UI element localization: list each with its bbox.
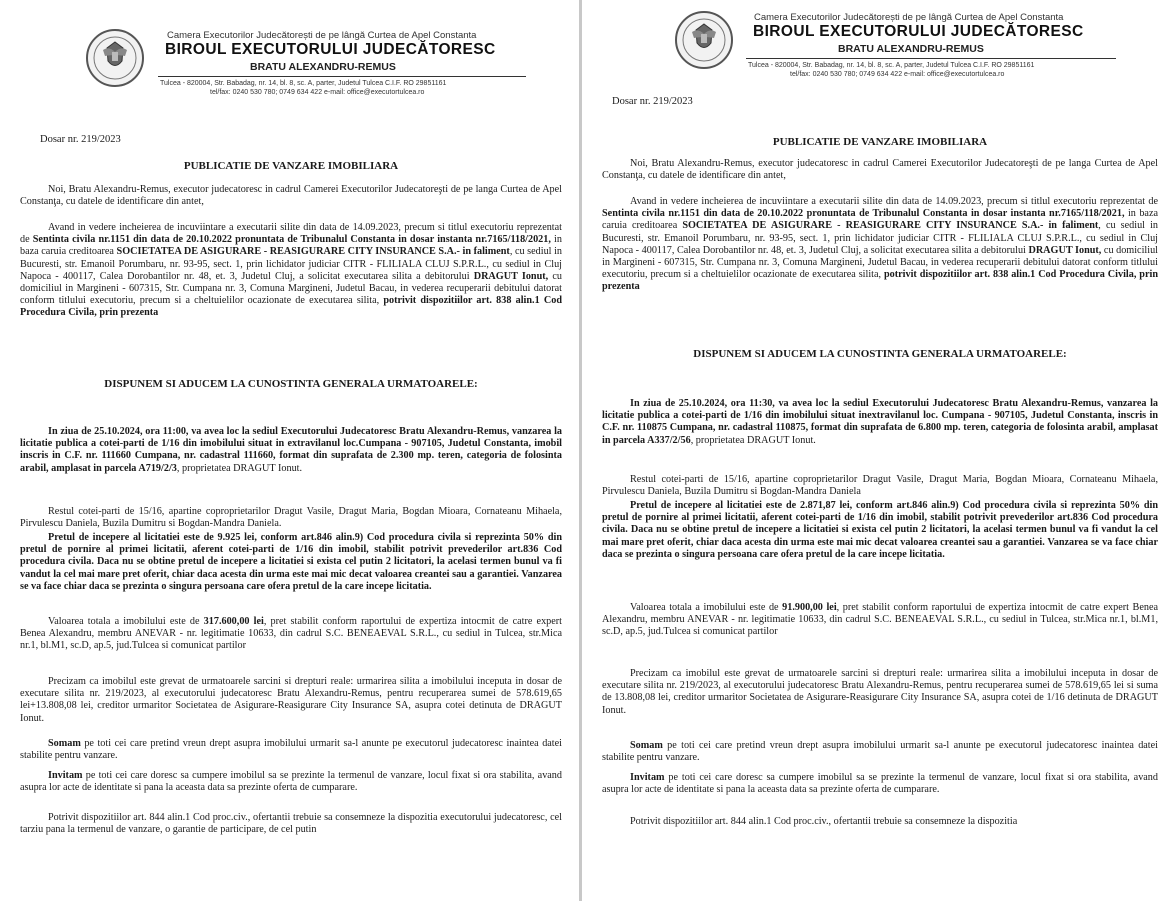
header-chamber: Camera Executorilor Judecătorești de pe lângă Curtea de Apel Constanta: [167, 30, 477, 41]
summons-paragraph: Somam pe toti cei care pretind vreun drept asupra imobilului urmarit sa-l anunte pe executorul judecatoresc inaintea datei stabilite pentru vanzare.: [602, 740, 1158, 764]
co-owners-paragraph: Restul cotei-parti de 15/16, apartine coproprietarilor Dragut Vasile, Dragut Maria, Bogdan Mioara, Cornateanu Mihaela, Pirvulescu Daniela, Buzila Dumitru si Bogdan-Mandra Daniela.: [20, 506, 562, 530]
total-value-paragraph: Valoarea totala a imobilului este de 317.600,00 lei, pret stabilit conform raportului de expertiza intocmit de catre expert Benea Alexandru, membru ANEVAR - nr. legitimatie 10633, din cadrul S.C. BENEAEVAL S.R.L., cu sediul in Tulcea, str.Mica nr.1, bl.M1, sc.D, ap.5, jud.Tulcea si comunicat partilor: [20, 616, 563, 652]
case-number: Dosar nr. 219/2023: [612, 96, 693, 107]
invitation-paragraph: Invitam pe toti cei care doresc sa cumpere imobilul sa se prezinte la termenul de vanzare, locul fixat si ora stabilita, avand asupra lor acte de identitate si pana la aceasta data sa prezinte oferta de cumparare.: [20, 770, 562, 794]
intro-paragraph: Noi, Bratu Alexandru-Remus, executor judecatoresc in cadrul Camerei Executorilor Judecatoreşti de pe langa Curtea de Apel Constanţa, cu datele de identificare din antet,: [20, 184, 562, 208]
header-contact: tel/fax: 0240 530 780; 0749 634 422 e-mail: office@executortulcea.ro: [790, 71, 1005, 78]
romania-coat-of-arms-seal: [85, 28, 145, 88]
intro-paragraph: Noi, Bratu Alexandru-Remus, executor judecatoresc in cadrul Camerei Executorilor Judecatoreşti de pe langa Curtea de Apel Constanţa, cu datele de identificare din antet,: [602, 158, 1158, 182]
header-name: BRATU ALEXANDRU-REMUS: [250, 61, 396, 73]
summons-paragraph: Somam pe toti cei care pretind vreun drept asupra imobilului urmarit sa-l anunte pe executorul judecatoresc inaintea datei stabilite pentru vanzare.: [20, 738, 562, 762]
starting-price-paragraph: Pretul de incepere al licitatiei este de 9.925 lei, conform art.846 alin.9) Cod procedura civila si reprezinta 50% din pretul de pornire al primei licitatii, aferent cotei-parti de 1/16 din imobil, stabilit potrivit prevederilor art.836 Cod procedura civila. Daca nu se obtine pretul de incepere a licitatiei si exista cel putin 2 licitatori, la acelasi termen bunul va fi vandut la cel mai mare pret oferit, chiar daca acesta din urma este mai mic decat valoarea creantei sau a garantiei. Vanzarea se va face chiar daca se prezinta o singura persoana care ofera pretul de la care incepe licitatia.: [20, 532, 562, 592]
total-value-paragraph: Valoarea totala a imobilului este de 91.900,00 lei, pret stabilit conform raportului de expertiza intocmit de catre expert Benea Alexandru, membru ANEVAR - nr. legitimatie 10633, din cadrul S.C. BENEAEVAL S.R.L., cu sediul in Tulcea, str.Mica nr.1, bl.M1, sc.D, ap.5, jud.Tulcea si comunicat partilor: [602, 602, 1158, 638]
encumbrances-paragraph: Precizam ca imobilul este grevat de urmatoarele sarcini si drepturi reale: urmarirea silita a imobilului inceputa in dosar de executare silita nr. 219/2023, al executorului judecatoresc Bratu Alexandru-Remus, pentru recuperarea sumei de 578.619,65 lei+13.808,08 lei, creditor urmaritor Societatea de Asigurare-Reasigurare City Insurance SA, asupra cotei detinuta de DRAGUT Ionut.: [20, 676, 562, 724]
header-office: BIROUL EXECUTORULUI JUDECĂTORESC: [165, 41, 496, 58]
header-chamber: Camera Executorilor Judecătorești de pe lângă Curtea de Apel Constanta: [754, 12, 1064, 23]
header-divider: [746, 58, 1116, 59]
starting-price-paragraph: Pretul de incepere al licitatiei este de 2.871,87 lei, conform art.846 alin.9) Cod procedura civila si reprezinta 50% din pretul de pornire al primei licitatii, aferent cotei-parti de 1/16 din imobil, stabilit potrivit prevederilor art.836 Cod procedura civila. Daca nu se obtine pretul de incepere a licitatiei si exista cel putin 2 licitatori, la acelasi termen bunul va fi vandut la cel mai mare pret oferit, chiar daca acesta din urma este mai mic decat valoarea creantei sau a garantiei. Vanzarea se va face chiar daca se prezinta o singura persoana care ofera pretul de la care incepe licitatia.: [602, 500, 1158, 560]
guarantee-paragraph: Potrivit dispozitiilor art. 844 alin.1 Cod proc.civ., ofertantii trebuie sa consemneze la dispozitia executorului judecatoresc, cel tarziu pana la termenul de vanzare, o garantie de participare, de cel putin: [20, 812, 562, 836]
enforcement-paragraph: Avand in vedere incheierea de incuviintare a executarii silite din data de 14.09.2023, precum si titlul executoriu reprezentat de Sentinta civila nr.1151 din data de 20.10.2022 pronuntata de Tribunalul Constanta in dosar instanta nr.7165/118/2021, in baza caruia creditoarea SOCIETATEA DE ASIGURARE - REASIGURARE CITY INSURANCE S.A.- in faliment, cu sediul in Bucuresti, str. Emanoil Porumbaru, nr. 93-95, sect. 1, prin lichidator judiciar CITR - FLILIALA CLUJ S.P.R.L., cu sediul in Cluj Napoca - 400117, Calea Dorobantilor nr. 48, et. 3, Judetul Cluj, a solicitat executarea silita a debitorului DRAGUT Ionut, cu domiciliul in Margineni - 607315, Str. Cumpana nr. 3, Comuna Margineni, Judetul Bacau, in vederea recuperarii debitului datorat conform titlului executoriu, precum si a cheltuielilor ocazionate de executarea silita, potrivit dispozitiilor art. 838 alin.1 Cod Procedura Civila, prin prezenta: [20, 222, 563, 319]
section-heading: DISPUNEM SI ADUCEM LA CUNOSTINTA GENERALA URMATOARELE:: [104, 378, 478, 390]
case-number: Dosar nr. 219/2023: [40, 134, 121, 145]
document-page-right: [590, 0, 1170, 901]
header-office: BIROUL EXECUTORULUI JUDECĂTORESC: [753, 23, 1084, 40]
romania-coat-of-arms-seal: [674, 10, 734, 70]
header-name: BRATU ALEXANDRU-REMUS: [838, 43, 984, 55]
sale-paragraph: In ziua de 25.10.2024, ora 11:00, va avea loc la sediul Executorului Judecatoresc Bratu Alexandru-Remus, vanzarea la licitatie publica a cotei-parti de 1/16 din imobilului situat in extravilanul loc.Cumpana - 907105, Judetul Constanta, imobil inscris in C.F. nr. 111660 Cumpana, nr. cadastral 111660, format din suprafata de 2.300 mp. teren, categoria de folosinta arabil, amplasat in parcela A719/2/3, proprietatea DRAGUT Ionut.: [20, 426, 562, 474]
enforcement-paragraph: Avand in vedere incheierea de incuviintare a executarii silite din data de 14.09.2023, precum si titlul executoriu reprezentat de Sentinta civila nr.1151 din data de 20.10.2022 pronuntata de Tribunalul Constanta in dosar instanta nr.7165/118/2021, in baza caruia creditoarea SOCIETATEA DE ASIGURARE - REASIGURARE CITY INSURANCE S.A.- in faliment, cu sediul in Bucuresti, str. Emanoil Porumbaru, nr. 93-95, sect. 1, prin lichidator judiciar CITR - FLILIALA CLUJ S.P.R.L., cu sediul in Cluj Napoca - 400117, Calea Dorobantilor nr. 48, et. 3, Judetul Cluj, a solicitat executarea silita a debitorului DRAGUT Ionut, cu domiciliul in Margineni - 607315, Str. Cumpana nr. 3, Comuna Margineni, Judetul Bacau, in vederea recuperarii debitului datorat conform titlului executoriu, precum si a cheltuielilor ocazionate de executarea silita, potrivit dispozitiilor art. 838 alin.1 Cod Procedura Civila, prin prezenta: [602, 196, 1159, 293]
co-owners-paragraph: Restul cotei-parti de 15/16, apartine coproprietarilor Dragut Vasile, Dragut Maria, Bogdan Mioara, Cornateanu Mihaela, Pirvulescu Daniela, Buzila Dumitru si Bogdan-Mandra Daniela: [602, 474, 1158, 498]
document-title: PUBLICATIE DE VANZARE IMOBILIARA: [183, 160, 399, 172]
header-address: Tulcea - 820004, Str. Babadag, nr. 14, bl. 8, sc. A, parter, Judetul Tulcea C.I.F. RO 29851161: [160, 80, 447, 87]
invitation-paragraph: Invitam pe toti cei care doresc sa cumpere imobilul sa se prezinte la termenul de vanzare, locul fixat si ora stabilita, avand asupra lor acte de identitate si pana la aceasta data sa prezinte oferta de cumparare.: [602, 772, 1158, 796]
sale-paragraph: In ziua de 25.10.2024, ora 11:30, va avea loc la sediul Executorului Judecatoresc Bratu Alexandru-Remus, vanzarea la licitatie publica a cotei-parti de 1/16 din imobilului situat inextravilanul loc. Cumpana - 907105, Judetul Constanta, inscris in C.F. nr. 110875 Cumpana, nr. cadastral 110875, format din suprafata de 6.800 mp. teren, categoria de folosinta arabil, amplasat in parcela A337/2/56, proprietatea DRAGUT Ionut.: [602, 398, 1158, 446]
header-contact: tel/fax: 0240 530 780; 0749 634 422 e-mail: office@executortulcea.ro: [210, 89, 425, 96]
header-address: Tulcea - 820004, Str. Babadag, nr. 14, bl. 8, sc. A, parter, Judetul Tulcea C.I.F. RO 29851161: [748, 62, 1035, 69]
guarantee-paragraph: Potrivit dispozitiilor art. 844 alin.1 Cod proc.civ., ofertantii trebuie sa consemneze la dispozitia: [630, 816, 1018, 827]
section-heading: DISPUNEM SI ADUCEM LA CUNOSTINTA GENERALA URMATOARELE:: [693, 348, 1067, 360]
header-divider: [158, 76, 526, 77]
document-title: PUBLICATIE DE VANZARE IMOBILIARA: [772, 136, 988, 148]
encumbrances-paragraph: Precizam ca imobilul este grevat de urmatoarele sarcini si drepturi reale: urmarirea silita a imobilului inceputa in dosar de executare silita nr. 219/2023, al executorului judecatoresc Bratu Alexandru-Remus, pentru recuperarea sumei de 578.619,65 lei si suma de 13.808,08 lei, creditor urmaritor Societatea de Asigurare-Reasigurare City Insurance SA, asupra cotei de 1/16 detinuta de DRAGUT Ionut.: [602, 668, 1158, 716]
document-page-left: [0, 0, 582, 901]
